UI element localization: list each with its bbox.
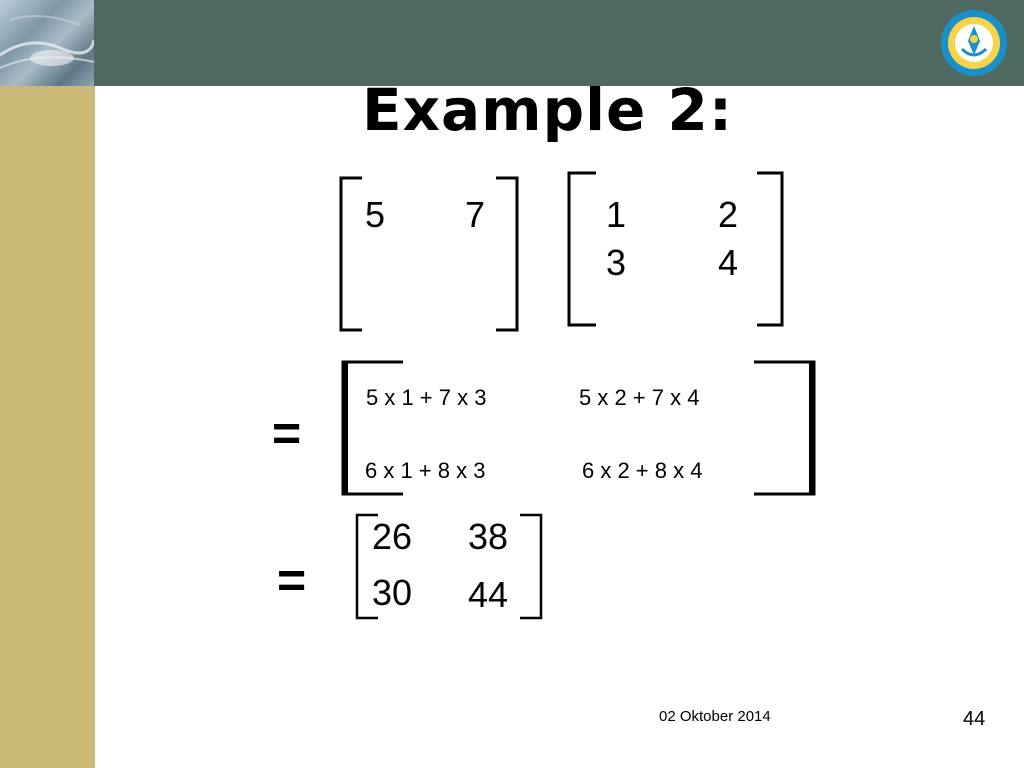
slide-title: Example 2: [362,76,734,144]
matrix-b-r1c2: 2 [718,194,739,235]
result-r1c2: 38 [468,516,509,557]
result-equals-sign: = [277,552,307,608]
matrix-a-r1c2: 7 [465,194,486,235]
result-r2c2: 44 [468,574,509,615]
result-r1c1: 26 [372,516,413,557]
expansion-r2c1: 6 x 1 + 8 x 3 [365,458,486,483]
expansion-r1c2: 5 x 2 + 7 x 4 [579,385,700,410]
matrix-b-r2c1: 3 [606,242,627,283]
result-r2c1: 30 [372,572,413,613]
matrix-a-r1c1: 5 [365,194,386,235]
footer-date: 02 Oktober 2014 [659,708,771,725]
slide-number: 44 [963,708,986,730]
matrix-b-r2c2: 4 [718,242,739,283]
expansion-r1c1: 5 x 1 + 7 x 3 [366,385,487,410]
matrix-b-r1c1: 1 [606,194,627,235]
expansion-r2c2: 6 x 2 + 8 x 4 [582,458,703,483]
equals-sign: = [272,405,302,461]
